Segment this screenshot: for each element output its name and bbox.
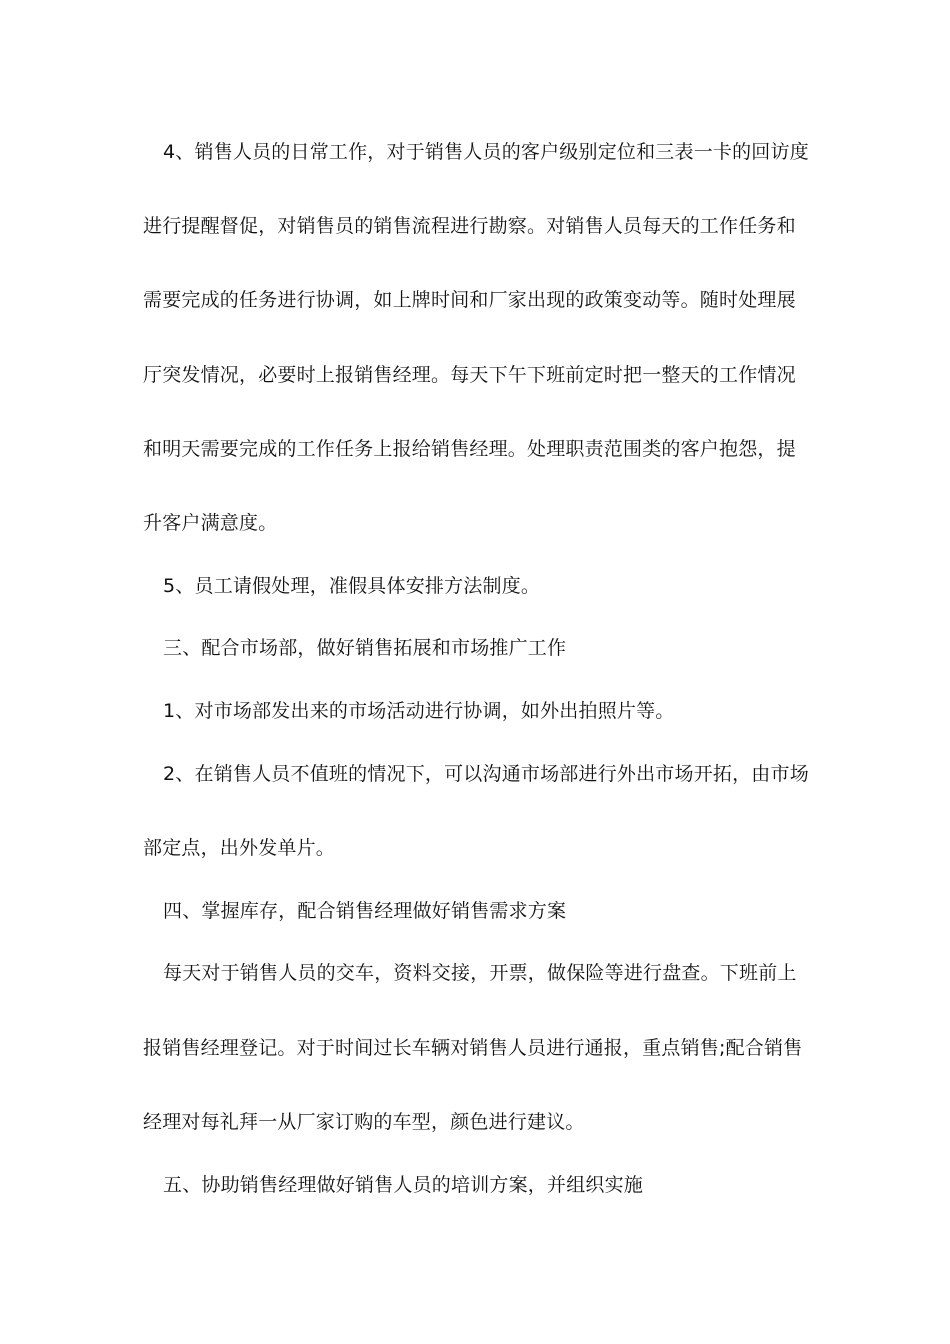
section-heading: 三、配合市场部，做好销售拓展和市场推广工作 <box>163 637 567 659</box>
paragraph-line: 需要完成的任务进行协调，如上牌时间和厂家出现的政策变动等。随时处理展 <box>143 289 796 311</box>
section-heading: 四、掌握库存，配合销售经理做好销售需求方案 <box>163 900 567 922</box>
list-item: 5、员工请假处理，准假具体安排方法制度。 <box>163 575 541 597</box>
paragraph-line: 厅突发情况，必要时上报销售经理。每天下午下班前定时把一整天的工作情况 <box>143 364 796 386</box>
paragraph-line: 和明天需要完成的工作任务上报给销售经理。处理职责范围类的客户抱怨，提 <box>143 438 796 460</box>
paragraph-line: 经理对每礼拜一从厂家订购的车型，颜色进行建议。 <box>143 1111 585 1133</box>
paragraph-line: 4、销售人员的日常工作，对于销售人员的客户级别定位和三表一卡的回访度 <box>163 141 809 163</box>
paragraph-line: 报销售经理登记。对于时间过长车辆对销售人员进行通报，重点销售;配合销售 <box>143 1037 803 1059</box>
paragraph-line: 升客户满意度。 <box>143 512 278 534</box>
paragraph-line: 每天对于销售人员的交车，资料交接，开票，做保险等进行盘查。下班前上 <box>163 962 797 984</box>
paragraph-line: 部定点，出外发单片。 <box>143 837 336 859</box>
section-heading: 五、协助销售经理做好销售人员的培训方案，并组织实施 <box>163 1174 644 1196</box>
list-item: 2、在销售人员不值班的情况下，可以沟通市场部进行外出市场开拓，由市场 <box>163 763 809 785</box>
list-item: 1、对市场部发出来的市场活动进行协调，如外出拍照片等。 <box>163 700 675 722</box>
paragraph-line: 进行提醒督促，对销售员的销售流程进行勘察。对销售人员每天的工作任务和 <box>143 215 796 237</box>
